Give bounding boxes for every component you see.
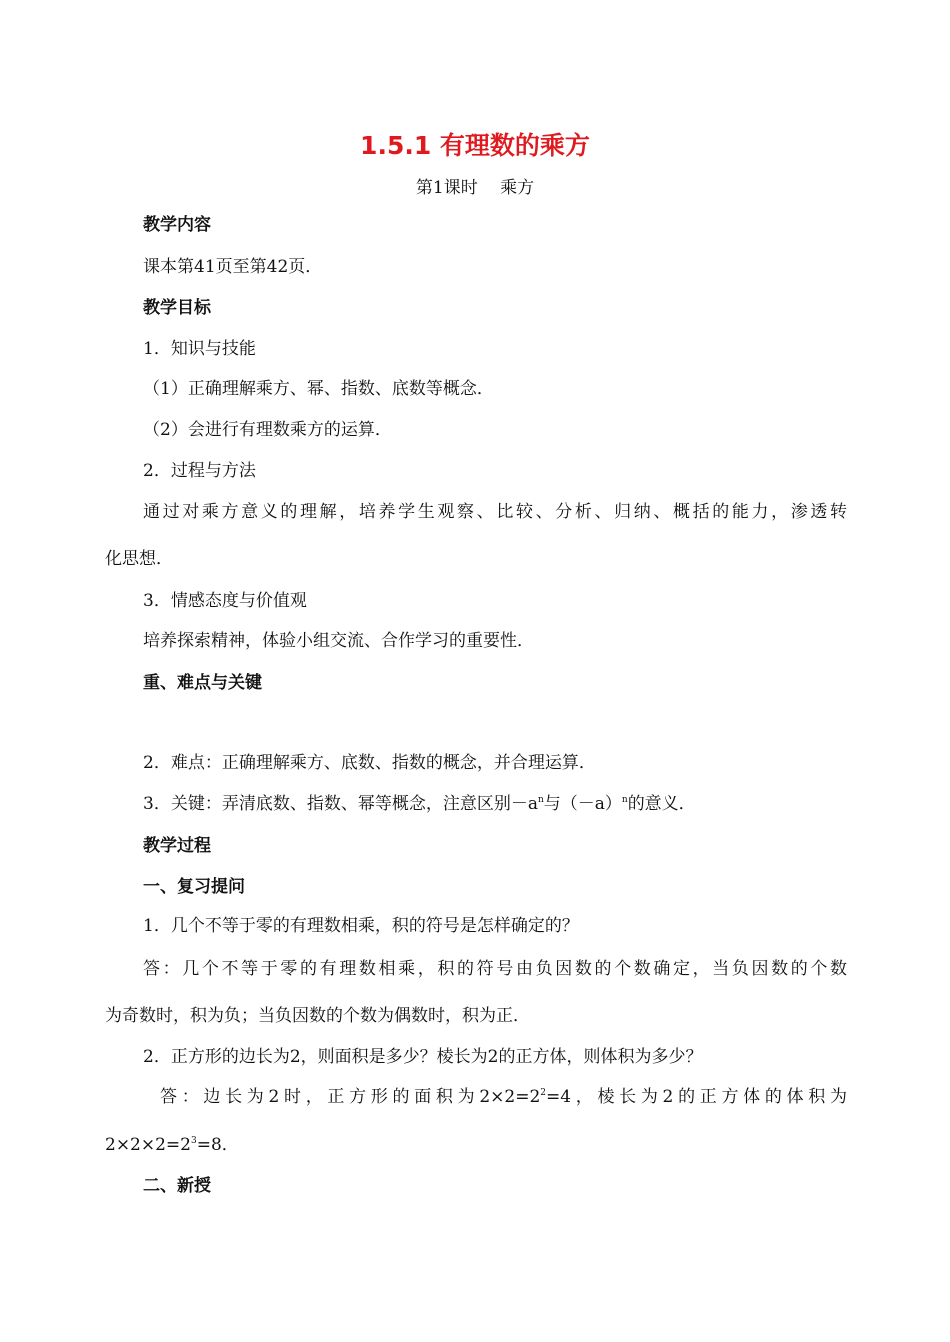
section-heading-goals: 教学目标 [143,298,211,318]
answer-2-part-3: 2×2×2=2 [105,1135,191,1155]
answer-2-line-1 [160,1085,847,1109]
goal-3-heading: 3．情感态度与价值观 [143,591,307,611]
section-heading-new: 二、新授 [143,1176,211,1196]
section-heading-process: 教学过程 [143,836,211,856]
goal-1-item-a: （1）正确理解乘方、幂、指数、底数等概念． [143,379,494,399]
section-heading-content: 教学内容 [143,215,211,235]
answer-2-part-2: =4，棱长为2的正方体的体积为 [546,1087,847,1107]
answer-2-superscript-2: 3 [191,1136,197,1146]
answer-2-superscript-1: 2 [540,1088,546,1098]
question-1: 1．几个不等于零的有理数相乘，积的符号是怎样确定的？ [143,916,579,936]
key-text-part-3: 的意义． [627,794,696,814]
answer-2-part-4: =8． [196,1135,239,1155]
key-superscript-2: n [621,795,628,805]
answer-1-line-2: 为奇数时，积为负；当负因数的个数为偶数时，积为正． [105,1006,530,1026]
answer-2-line-2 [105,1133,239,1157]
key-text-part-2: 与（－a） [543,794,622,814]
answer-1-line-1: 答：几个不等于零的有理数相乘，积的符号由负因数的个数确定，当负因数的个数 [143,959,847,979]
goal-2-heading: 2．过程与方法 [143,461,256,481]
question-2: 2．正方形的边长为2，则面积是多少？棱长为2的正方体，则体积为多少？ [143,1047,703,1067]
key-text [143,792,696,816]
difficulty-text: 2．难点：正确理解乘方、底数、指数的概念，并合理运算． [143,753,596,773]
section-heading-review: 一、复习提问 [143,877,245,897]
lesson-subtitle: 第1课时 乘方 [415,178,535,198]
goal-2-text-line-1: 通过对乘方意义的理解，培养学生观察、比较、分析、归纳、概括的能力，渗透转 [143,502,847,522]
lesson-title: 1.5.1 有理数的乘方 [360,131,590,160]
section-heading-keys: 重、难点与关键 [143,673,262,693]
goal-1-item-b: （2）会进行有理数乘方的运算． [143,420,392,440]
goal-2-text-line-2: 化思想． [105,549,173,569]
content-text: 课本第41页至第42页． [143,257,323,277]
answer-2-part-1: 答：边长为2时，正方形的面积为2×2=2 [160,1087,541,1107]
key-text-part-1: 3．关键：弄清底数、指数、幂等概念，注意区别－a [143,794,538,814]
goal-1-heading: 1．知识与技能 [143,339,256,359]
goal-3-text: 培养探索精神，体验小组交流、合作学习的重要性． [143,631,534,651]
key-superscript-1: n [537,795,544,805]
